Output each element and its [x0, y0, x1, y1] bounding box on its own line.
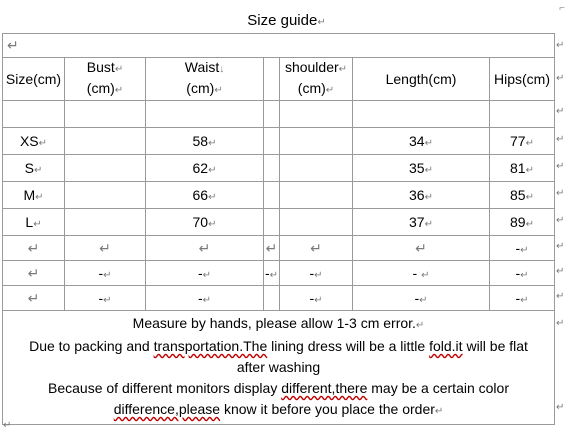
header-shoulder: shoulder↵ (cm)↵	[280, 58, 353, 101]
title-text: Size guide	[247, 12, 318, 29]
header-length: Length(cm)	[353, 58, 490, 101]
paragraph-mark: ↵	[3, 420, 12, 431]
header-spacer	[264, 58, 280, 101]
row-end-mark: ↵	[556, 291, 565, 302]
note-line: Measure by hands, please allow 1-3 cm error.↵	[132, 315, 425, 331]
note-line: difference,please know it before you place the order↵	[113, 401, 444, 417]
length-cell: 36↵	[353, 182, 490, 209]
size-cell: XS↵	[3, 128, 65, 155]
row-end-mark: ↵	[556, 134, 565, 145]
table-row	[3, 155, 555, 182]
waist-cell: 62↵	[146, 155, 264, 182]
row-end-mark: ↵	[556, 318, 565, 329]
table-row	[3, 182, 555, 209]
table-row	[3, 101, 555, 128]
length-cell: 35↵	[353, 155, 490, 182]
empty-cell: ↵	[3, 34, 555, 58]
hips-cell: 81↵	[490, 155, 555, 182]
row-end-mark: ↵	[556, 106, 565, 117]
note-line: after washing	[236, 359, 321, 375]
row-end-mark: ↵	[556, 402, 565, 413]
table-row: ↵ -↵ -↵ -↵ -↵ - ↵ -↵	[3, 261, 555, 286]
table-row: ↵ ↵ ↵ ↵ ↵ ↵ -↵	[3, 236, 555, 261]
size-table	[2, 33, 555, 425]
size-cell: L↵	[3, 209, 65, 236]
header-bust: Bust↵ (cm)↵	[65, 58, 146, 101]
size-cell: M↵	[3, 182, 65, 209]
notes-cell	[3, 311, 555, 425]
hips-cell: 89↵	[490, 209, 555, 236]
page-title	[0, 12, 573, 29]
row-end-mark: ↵	[556, 241, 565, 252]
table-row: ↵ -↵ -↵ -↵ -↵ -↵	[3, 286, 555, 311]
hips-cell: 77↵	[490, 128, 555, 155]
header-row	[3, 58, 555, 101]
row-end-mark: ↵	[556, 40, 565, 51]
waist-cell: 66↵	[146, 182, 264, 209]
waist-cell: 58↵	[146, 128, 264, 155]
length-cell: 34↵	[353, 128, 490, 155]
note-line: Due to packing and transportation.The lining dress will be a little fold.it will be flat	[29, 338, 528, 354]
notes-row	[3, 311, 555, 425]
note-line: Because of different monitors display different,there may be a certain color	[48, 380, 509, 396]
table-row	[3, 34, 555, 58]
table-row	[3, 128, 555, 155]
header-hips: Hips(cm)	[490, 58, 555, 101]
row-end-mark: ↵	[556, 73, 565, 84]
header-waist: Waist↓ (cm)↵	[146, 58, 264, 101]
waist-cell: 70↵	[146, 209, 264, 236]
row-end-mark: ↵	[556, 161, 565, 172]
header-size: Size(cm)	[3, 58, 65, 101]
hips-cell: 85↵	[490, 182, 555, 209]
row-end-mark: ↵	[556, 266, 565, 277]
paragraph-mark: ↵	[317, 17, 326, 28]
table-row	[3, 209, 555, 236]
row-end-mark: ↵	[556, 215, 565, 226]
size-cell: S↵	[3, 155, 65, 182]
length-cell: 37↵	[353, 209, 490, 236]
row-end-mark: ↵	[556, 188, 565, 199]
page-corner-mark: ⌐	[559, 3, 565, 14]
